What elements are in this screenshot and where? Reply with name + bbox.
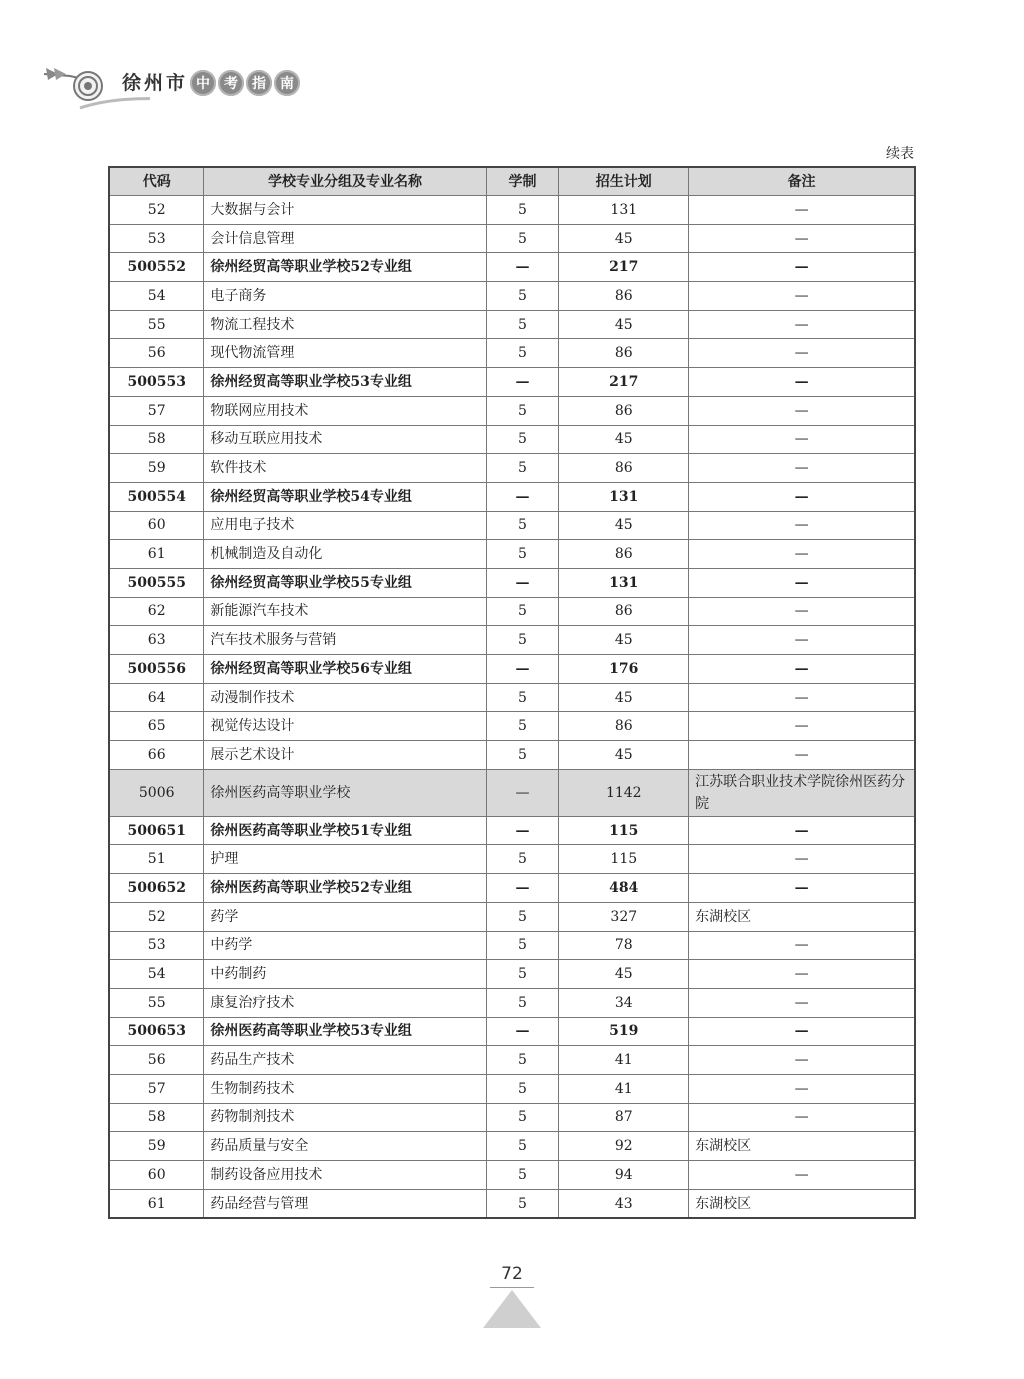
cell-years: — — [486, 769, 559, 816]
cell-note: — — [689, 511, 915, 540]
cell-code: 500651 — [109, 816, 204, 845]
cell-code: 52 — [109, 902, 204, 931]
cell-name: 徐州经贸高等职业学校53专业组 — [204, 368, 486, 397]
cell-plan: 86 — [559, 282, 689, 311]
cell-years: 5 — [486, 224, 559, 253]
cell-years: — — [486, 368, 559, 397]
table-row — [109, 454, 915, 483]
table-row — [109, 626, 915, 655]
cell-code: 500556 — [109, 655, 204, 684]
cell-note: — — [689, 874, 915, 903]
cell-code: 57 — [109, 1074, 204, 1103]
table-row — [109, 224, 915, 253]
cell-plan: 115 — [559, 845, 689, 874]
cell-note: — — [689, 683, 915, 712]
cell-plan: 45 — [559, 310, 689, 339]
cell-note: — — [689, 960, 915, 989]
table-row — [109, 1132, 915, 1161]
footer-divider — [490, 1287, 534, 1288]
cell-plan: 34 — [559, 988, 689, 1017]
cell-note: — — [689, 339, 915, 368]
enrollment-table — [108, 166, 916, 1219]
group-row — [109, 1017, 915, 1046]
table-header-row — [109, 167, 915, 196]
column-header-note: 备注 — [689, 167, 915, 196]
column-header-plan: 招生计划 — [559, 167, 689, 196]
header-badge: 南 — [274, 70, 300, 96]
cell-code: 60 — [109, 1161, 204, 1190]
cell-note: — — [689, 1103, 915, 1132]
cell-years: 5 — [486, 540, 559, 569]
cell-years: 5 — [486, 683, 559, 712]
cell-plan: 327 — [559, 902, 689, 931]
cell-name: 中药学 — [204, 931, 486, 960]
footer-triangle-icon — [483, 1290, 541, 1328]
cell-plan: 484 — [559, 874, 689, 903]
cell-years: — — [486, 482, 559, 511]
table-row — [109, 511, 915, 540]
cell-note: 东湖校区 — [689, 1189, 915, 1218]
cell-code: 66 — [109, 741, 204, 770]
cell-code: 61 — [109, 540, 204, 569]
cell-name: 徐州医药高等职业学校 — [204, 769, 486, 816]
cell-name: 生物制药技术 — [204, 1074, 486, 1103]
table-row — [109, 1189, 915, 1218]
cell-name: 徐州经贸高等职业学校56专业组 — [204, 655, 486, 684]
cell-plan: 131 — [559, 482, 689, 511]
cell-code: 500653 — [109, 1017, 204, 1046]
table-row — [109, 960, 915, 989]
cell-code: 55 — [109, 310, 204, 339]
cell-name: 药品质量与安全 — [204, 1132, 486, 1161]
cell-name: 汽车技术服务与营销 — [204, 626, 486, 655]
cell-name: 电子商务 — [204, 282, 486, 311]
cell-years: 5 — [486, 1103, 559, 1132]
cell-code: 500555 — [109, 568, 204, 597]
cell-note: — — [689, 368, 915, 397]
cell-note: — — [689, 1017, 915, 1046]
cell-note: 东湖校区 — [689, 902, 915, 931]
cell-name: 物联网应用技术 — [204, 396, 486, 425]
column-header-name: 学校专业分组及专业名称 — [204, 167, 486, 196]
cell-note: — — [689, 626, 915, 655]
cell-note: — — [689, 931, 915, 960]
table-body — [109, 196, 915, 1219]
cell-plan: 92 — [559, 1132, 689, 1161]
cell-note: — — [689, 253, 915, 282]
cell-code: 51 — [109, 845, 204, 874]
cell-years: 5 — [486, 1074, 559, 1103]
cell-note: 东湖校区 — [689, 1132, 915, 1161]
cell-plan: 45 — [559, 960, 689, 989]
header-badges — [190, 70, 300, 96]
cell-note: 江苏联合职业技术学院徐州医药分院 — [689, 769, 915, 816]
column-header-code: 代码 — [109, 167, 204, 196]
table-row — [109, 339, 915, 368]
cell-plan: 115 — [559, 816, 689, 845]
cell-plan: 45 — [559, 683, 689, 712]
cell-years: 5 — [486, 196, 559, 225]
cell-code: 58 — [109, 425, 204, 454]
header-city: 徐州市 — [122, 72, 189, 94]
cell-years: — — [486, 568, 559, 597]
cell-name: 应用电子技术 — [204, 511, 486, 540]
cell-name: 物流工程技术 — [204, 310, 486, 339]
cell-years: 5 — [486, 1161, 559, 1190]
cell-plan: 86 — [559, 712, 689, 741]
cell-years: 5 — [486, 597, 559, 626]
cell-code: 55 — [109, 988, 204, 1017]
cell-plan: 519 — [559, 1017, 689, 1046]
cell-years: 5 — [486, 902, 559, 931]
table-row — [109, 1074, 915, 1103]
cell-years: 5 — [486, 396, 559, 425]
cell-note: — — [689, 597, 915, 626]
cell-name: 软件技术 — [204, 454, 486, 483]
cell-years: — — [486, 1017, 559, 1046]
cell-plan: 45 — [559, 626, 689, 655]
table-row — [109, 310, 915, 339]
cell-name: 徐州医药高等职业学校53专业组 — [204, 1017, 486, 1046]
cell-name: 药物制剂技术 — [204, 1103, 486, 1132]
cell-note: — — [689, 1046, 915, 1075]
cell-plan: 45 — [559, 224, 689, 253]
group-row — [109, 253, 915, 282]
cell-code: 500554 — [109, 482, 204, 511]
cell-years: 5 — [486, 1132, 559, 1161]
cell-plan: 45 — [559, 511, 689, 540]
cell-name: 展示艺术设计 — [204, 741, 486, 770]
cell-plan: 45 — [559, 741, 689, 770]
cell-code: 53 — [109, 224, 204, 253]
cell-note: — — [689, 425, 915, 454]
table-row — [109, 425, 915, 454]
cell-note: — — [689, 845, 915, 874]
cell-years: 5 — [486, 454, 559, 483]
cell-code: 57 — [109, 396, 204, 425]
cell-code: 65 — [109, 712, 204, 741]
cell-name: 机械制造及自动化 — [204, 540, 486, 569]
cell-note: — — [689, 1074, 915, 1103]
cell-plan: 217 — [559, 253, 689, 282]
cell-name: 药品经营与管理 — [204, 1189, 486, 1218]
page-number: 72 — [501, 1264, 523, 1284]
cell-years: 5 — [486, 310, 559, 339]
cell-code: 59 — [109, 454, 204, 483]
table-row — [109, 196, 915, 225]
cell-plan: 176 — [559, 655, 689, 684]
cell-note: — — [689, 988, 915, 1017]
group-row — [109, 816, 915, 845]
cell-note: — — [689, 196, 915, 225]
cell-code: 52 — [109, 196, 204, 225]
cell-code: 59 — [109, 1132, 204, 1161]
cell-code: 62 — [109, 597, 204, 626]
cell-code: 500552 — [109, 253, 204, 282]
table-row — [109, 1046, 915, 1075]
cell-code: 63 — [109, 626, 204, 655]
cell-note: — — [689, 224, 915, 253]
cell-name: 康复治疗技术 — [204, 988, 486, 1017]
cell-years: 5 — [486, 741, 559, 770]
cell-name: 徐州医药高等职业学校52专业组 — [204, 874, 486, 903]
cell-code: 64 — [109, 683, 204, 712]
cell-code: 54 — [109, 282, 204, 311]
cell-name: 中药制药 — [204, 960, 486, 989]
cell-note: — — [689, 816, 915, 845]
school-row — [109, 769, 915, 816]
cell-name: 大数据与会计 — [204, 196, 486, 225]
cell-note: — — [689, 1161, 915, 1190]
cell-plan: 41 — [559, 1046, 689, 1075]
table-row — [109, 741, 915, 770]
cell-plan: 45 — [559, 425, 689, 454]
group-row — [109, 874, 915, 903]
cell-name: 药学 — [204, 902, 486, 931]
cell-code: 53 — [109, 931, 204, 960]
cell-code: 56 — [109, 339, 204, 368]
table-row — [109, 396, 915, 425]
cell-note: — — [689, 310, 915, 339]
table-row — [109, 1103, 915, 1132]
cell-note: — — [689, 655, 915, 684]
cell-plan: 41 — [559, 1074, 689, 1103]
cell-years: — — [486, 816, 559, 845]
table-row — [109, 712, 915, 741]
cell-note: — — [689, 741, 915, 770]
table-row — [109, 902, 915, 931]
table-row — [109, 282, 915, 311]
cell-code: 61 — [109, 1189, 204, 1218]
cell-plan: 87 — [559, 1103, 689, 1132]
cell-name: 视觉传达设计 — [204, 712, 486, 741]
cell-name: 新能源汽车技术 — [204, 597, 486, 626]
cell-note: — — [689, 568, 915, 597]
group-row — [109, 368, 915, 397]
cell-plan: 131 — [559, 196, 689, 225]
cell-name: 徐州经贸高等职业学校52专业组 — [204, 253, 486, 282]
cell-years: 5 — [486, 988, 559, 1017]
table-row — [109, 931, 915, 960]
cell-years: — — [486, 655, 559, 684]
cell-plan: 94 — [559, 1161, 689, 1190]
cell-code: 5006 — [109, 769, 204, 816]
cell-plan: 1142 — [559, 769, 689, 816]
cell-plan: 78 — [559, 931, 689, 960]
cell-code: 500553 — [109, 368, 204, 397]
cell-plan: 131 — [559, 568, 689, 597]
cell-code: 500652 — [109, 874, 204, 903]
continued-label: 续表 — [886, 146, 914, 162]
group-row — [109, 482, 915, 511]
cell-note: — — [689, 396, 915, 425]
cell-note: — — [689, 712, 915, 741]
cell-code: 54 — [109, 960, 204, 989]
cell-note: — — [689, 454, 915, 483]
cell-code: 60 — [109, 511, 204, 540]
cell-plan: 86 — [559, 597, 689, 626]
header-badge: 考 — [218, 70, 244, 96]
table-row — [109, 683, 915, 712]
cell-years: 5 — [486, 1189, 559, 1218]
table-row — [109, 1161, 915, 1190]
cell-name: 徐州经贸高等职业学校55专业组 — [204, 568, 486, 597]
cell-plan: 86 — [559, 540, 689, 569]
cell-years: 5 — [486, 931, 559, 960]
group-row — [109, 655, 915, 684]
cell-name: 药品生产技术 — [204, 1046, 486, 1075]
cell-years: 5 — [486, 845, 559, 874]
cell-years: 5 — [486, 511, 559, 540]
group-row — [109, 568, 915, 597]
cell-note: — — [689, 482, 915, 511]
cell-name: 徐州医药高等职业学校51专业组 — [204, 816, 486, 845]
cell-years: 5 — [486, 282, 559, 311]
column-header-years: 学制 — [486, 167, 559, 196]
cell-name: 徐州经贸高等职业学校54专业组 — [204, 482, 486, 511]
cell-plan: 86 — [559, 339, 689, 368]
table-row — [109, 540, 915, 569]
cell-name: 制药设备应用技术 — [204, 1161, 486, 1190]
cell-years: 5 — [486, 712, 559, 741]
cell-code: 56 — [109, 1046, 204, 1075]
cell-name: 动漫制作技术 — [204, 683, 486, 712]
cell-name: 会计信息管理 — [204, 224, 486, 253]
header-badge: 中 — [190, 70, 216, 96]
table-row — [109, 597, 915, 626]
cell-years: 5 — [486, 626, 559, 655]
cell-plan: 86 — [559, 454, 689, 483]
cell-name: 现代物流管理 — [204, 339, 486, 368]
cell-name: 移动互联应用技术 — [204, 425, 486, 454]
cell-years: 5 — [486, 1046, 559, 1075]
cell-plan: 217 — [559, 368, 689, 397]
cell-code: 58 — [109, 1103, 204, 1132]
cell-name: 护理 — [204, 845, 486, 874]
cell-years: — — [486, 874, 559, 903]
cell-plan: 86 — [559, 396, 689, 425]
cell-years: 5 — [486, 960, 559, 989]
table-row — [109, 988, 915, 1017]
cell-note: — — [689, 540, 915, 569]
cell-years: 5 — [486, 339, 559, 368]
header-badge: 指 — [246, 70, 272, 96]
cell-years: 5 — [486, 425, 559, 454]
table-row — [109, 845, 915, 874]
cell-note: — — [689, 282, 915, 311]
cell-years: — — [486, 253, 559, 282]
cell-plan: 43 — [559, 1189, 689, 1218]
